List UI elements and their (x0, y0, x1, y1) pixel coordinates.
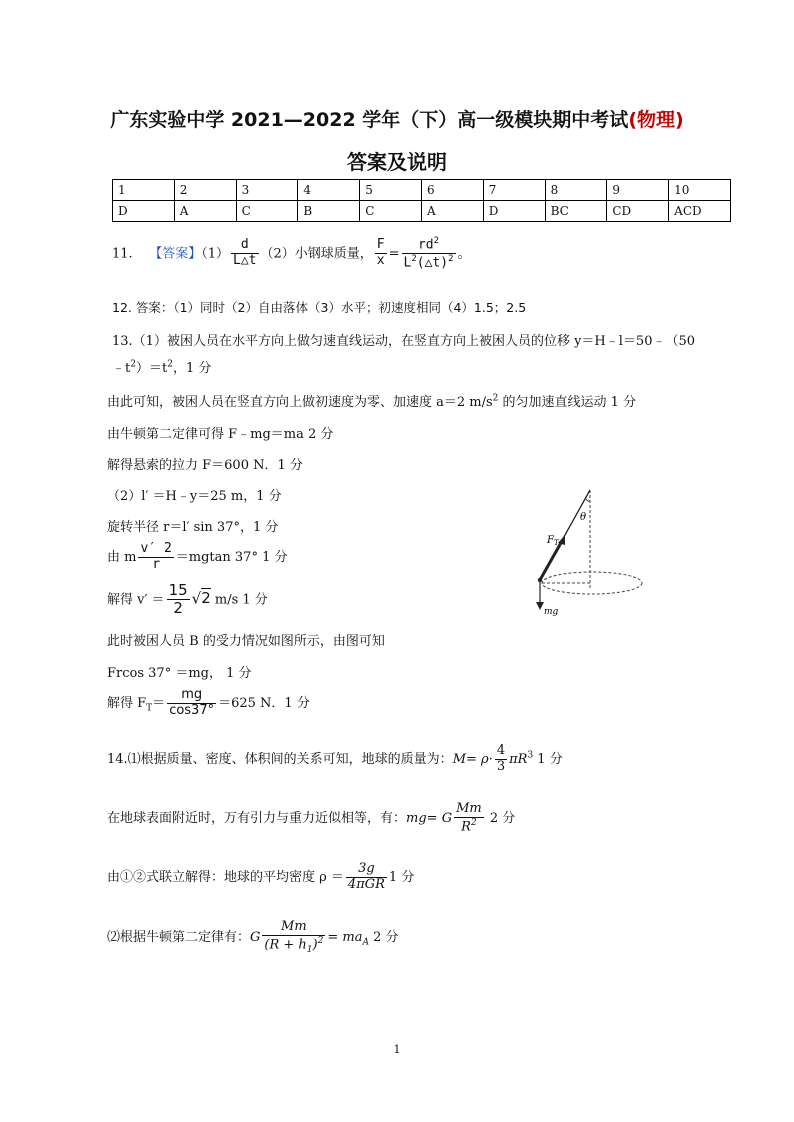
q13-l2c: ，1 分 (172, 361, 212, 376)
q13-l3b: 的匀加速直线运动 1 分 (498, 395, 637, 410)
q13-line-11: Frcos 37° ＝mg， 1 分 (107, 666, 252, 681)
q14-l4-eq: = ma (327, 930, 363, 946)
q11-fraction-3 (402, 236, 456, 272)
ft-label (546, 535, 560, 547)
q14-l2-den-text: R (461, 819, 471, 835)
q11-fraction-2-num: F (376, 237, 385, 253)
q13-l2a: ﹣t (112, 361, 131, 376)
q14-l4-den-text: (R + h (264, 937, 307, 953)
sqrt-icon: √ (191, 589, 202, 608)
q14-l4-sub: A (362, 937, 369, 948)
q14-l1-den: 3 (496, 758, 506, 774)
question-number-cell: 2 (174, 180, 236, 201)
exam-title-subject: (物理) (628, 109, 684, 131)
question-number-cell: 4 (298, 180, 360, 201)
q13-line-12 (107, 688, 310, 719)
q14-l2-score: 2 分 (485, 811, 516, 827)
angle-arc (586, 499, 590, 501)
q11-fraction-1 (231, 238, 258, 269)
q14-l2-den-sup: 2 (470, 817, 477, 828)
answer-cell: CD (607, 201, 669, 222)
answer-cell: B (298, 201, 360, 222)
answer-cell: D (483, 201, 545, 222)
q14-l2-den (454, 817, 484, 835)
q13-line-3 (107, 391, 636, 410)
q13-line-8 (107, 542, 288, 573)
q13-line-4: 由牛顿第二定律可得 F﹣mg＝ma 2 分 (107, 427, 334, 442)
answer-cell: D (113, 201, 175, 222)
q14-l4-pre: ⑵根据牛顿第二定律有： (107, 930, 251, 946)
q14-l4-G: G (250, 930, 261, 946)
q13-l8-post: ＝mgtan 37° 1 分 (175, 549, 288, 565)
q13-l12-num: mg (181, 687, 203, 702)
q14-l2-pre: 在地球表面附近时，万有引力与重力近似相等，有： (107, 811, 407, 827)
q13-l3-sup: 2 (492, 393, 499, 404)
question-number-cell: 1 (113, 180, 175, 201)
q14-l2-fraction (454, 802, 484, 835)
q13-l9-pre: 解得 v′ ＝ (107, 592, 165, 608)
q13-l2b: ）＝t (135, 361, 168, 376)
question-number-cell: 6 (421, 180, 483, 201)
q14-l4-den-sub: 1 (306, 944, 313, 955)
question-number-cell: 3 (236, 180, 298, 201)
q13-l3a: 由此可知，被困人员在竖直方向上做初速度为零、加速度 a＝2 m/s (107, 395, 493, 410)
q11-number: 11. (112, 246, 133, 262)
q13-line-5: 解得悬索的拉力 F＝600 N．1 分 (107, 458, 303, 473)
answer-cell: ACD (669, 201, 731, 222)
q13-l9-root: 2 (201, 589, 211, 608)
q14-l2-eq: = G (426, 811, 453, 827)
person-point (538, 578, 542, 582)
q14-l1-post: πR (509, 751, 528, 767)
q11-part2-text: （2）小钢球质量， (260, 246, 373, 262)
q13-l8-pre: 由 m (107, 549, 137, 565)
answer-cell: BC (545, 201, 607, 222)
q13-line-10: 此时被困人员 B 的受力情况如图所示，由图可知 (107, 634, 385, 649)
q13-line-7: 旋转半径 r＝l′ sin 37°，1 分 (107, 520, 279, 535)
mg-label: mg (544, 607, 559, 617)
q14-l3-pre: 由①②式联立解得：地球的平均密度 ρ ＝ (107, 869, 344, 885)
q11-line (112, 236, 471, 272)
q14-l3-fraction (346, 862, 387, 893)
tension-arrow (540, 541, 562, 580)
answer-cell: A (421, 201, 483, 222)
q14-l4-num: Mm (281, 919, 307, 934)
force-diagram (520, 488, 670, 620)
q13-l9-fraction (167, 582, 190, 618)
q13-l9-post: m/s 1 分 (210, 592, 268, 608)
q14-l1-sup: 3 (527, 750, 534, 761)
question-number-cell: 7 (483, 180, 545, 201)
q14-l1-eq: = ρ· (466, 751, 493, 767)
ft-label-sub: T (553, 539, 559, 547)
q13-l12-pre: 解得 F (107, 695, 147, 711)
q13-l12-eq: ＝ (152, 695, 166, 711)
exam-title-main: 广东实验中学 2021—2022 学年（下）高一级模块期中考试 (110, 109, 629, 131)
theta-label: θ (580, 512, 587, 523)
q11-fraction-1-num: d (240, 237, 249, 253)
q13-l8-num: v′ 2 (140, 541, 172, 556)
q14-line-2 (107, 802, 515, 835)
q13-line-2 (112, 357, 211, 376)
q14-l4-den-close: ) (312, 937, 318, 953)
q13-l12-post: ＝625 N．1 分 (218, 695, 310, 711)
answer-cell: C (236, 201, 298, 222)
exam-title (0, 105, 794, 132)
q11-f3-num-sup: 2 (433, 236, 440, 246)
q11-fraction-1-den: L△t (233, 253, 257, 269)
q11-equals: = (388, 246, 400, 262)
q13-l9-num: 15 (168, 581, 188, 599)
q14-l3-num: 3g (358, 861, 375, 876)
answer-cell: A (174, 201, 236, 222)
question-number-cell: 10 (669, 180, 731, 201)
q13-l8-den: r (138, 557, 173, 573)
q11-end: 。 (457, 246, 471, 262)
ft-label-main: F (547, 535, 554, 546)
q11-f3-den-b: (△t) (416, 255, 449, 271)
q14-line-4 (107, 920, 399, 955)
question-number-cell: 9 (607, 180, 669, 201)
q13-l12-den: cos37° (169, 702, 215, 718)
q11-f3-den-sup1: 2 (411, 254, 417, 265)
q13-l8-fraction (138, 542, 173, 573)
q13-line-1: 13.（1）被困人员在水平方向上做匀速直线运动，在竖直方向上被困人员的位移 y＝H﹣l＝50﹣（50 (112, 334, 696, 349)
q14-l4-fraction (262, 920, 325, 955)
q14-l1-M: M (452, 751, 466, 767)
q11-answer-tag: 【答案】 (149, 246, 202, 262)
q11-f3-den-a: L (403, 255, 412, 271)
page-number: 1 (393, 1043, 401, 1056)
q13-l2-sup2: 2 (167, 359, 173, 370)
q14-l1-pre: 14.⑴根据质量、密度、体积间的关系可知，地球的质量为： (107, 751, 453, 767)
q14-l2-lhs: mg (406, 811, 427, 827)
q13-l12-fraction (167, 688, 216, 719)
q14-l4-den-sup: 2 (317, 935, 324, 946)
q11-part1-label: （1） (201, 246, 230, 262)
answer-table-answer-row (113, 201, 731, 222)
q12-line: 12. 答案：（1）同时（2）自由落体（3）水平；初速度相同（4）1.5；2.5 (112, 300, 527, 315)
q14-l4-score: 2 分 (368, 930, 399, 946)
q11-f3-num-text: rd (417, 237, 434, 253)
q13-line-6: （2）l′ ＝H﹣y＝25 m，1 分 (107, 489, 282, 504)
q14-line-3 (107, 862, 414, 893)
q11-fraction-3-num (402, 236, 456, 253)
gravity-arrow-head (536, 602, 544, 610)
q14-l2-num: Mm (456, 801, 482, 816)
q14-l1-num: 4 (496, 743, 506, 758)
q11-fraction-2-den: x (376, 253, 385, 269)
q14-l1-score: 1 分 (533, 751, 563, 767)
q11-fraction-2 (375, 238, 387, 269)
answer-cell: C (360, 201, 422, 222)
q14-l3-den: 4πGR (347, 876, 385, 892)
question-number-cell: 5 (360, 180, 422, 201)
q14-l1-fraction (495, 744, 507, 775)
question-number-cell: 8 (545, 180, 607, 201)
answer-table-number-row (113, 180, 731, 201)
q13-line-9 (107, 582, 268, 618)
q14-l3-score: 1 分 (388, 869, 415, 885)
page-subtitle: 答案及说明 (347, 150, 447, 174)
q13-l9-den: 2 (167, 599, 190, 617)
answer-table (112, 179, 731, 222)
q11-fraction-3-den (402, 253, 456, 271)
q13-l12-sub: T (146, 703, 153, 714)
q11-f3-den-sup2: 2 (448, 254, 454, 265)
q14-line-1 (107, 744, 563, 775)
q14-l4-den (262, 935, 325, 955)
q13-l2-sup1: 2 (130, 359, 136, 370)
